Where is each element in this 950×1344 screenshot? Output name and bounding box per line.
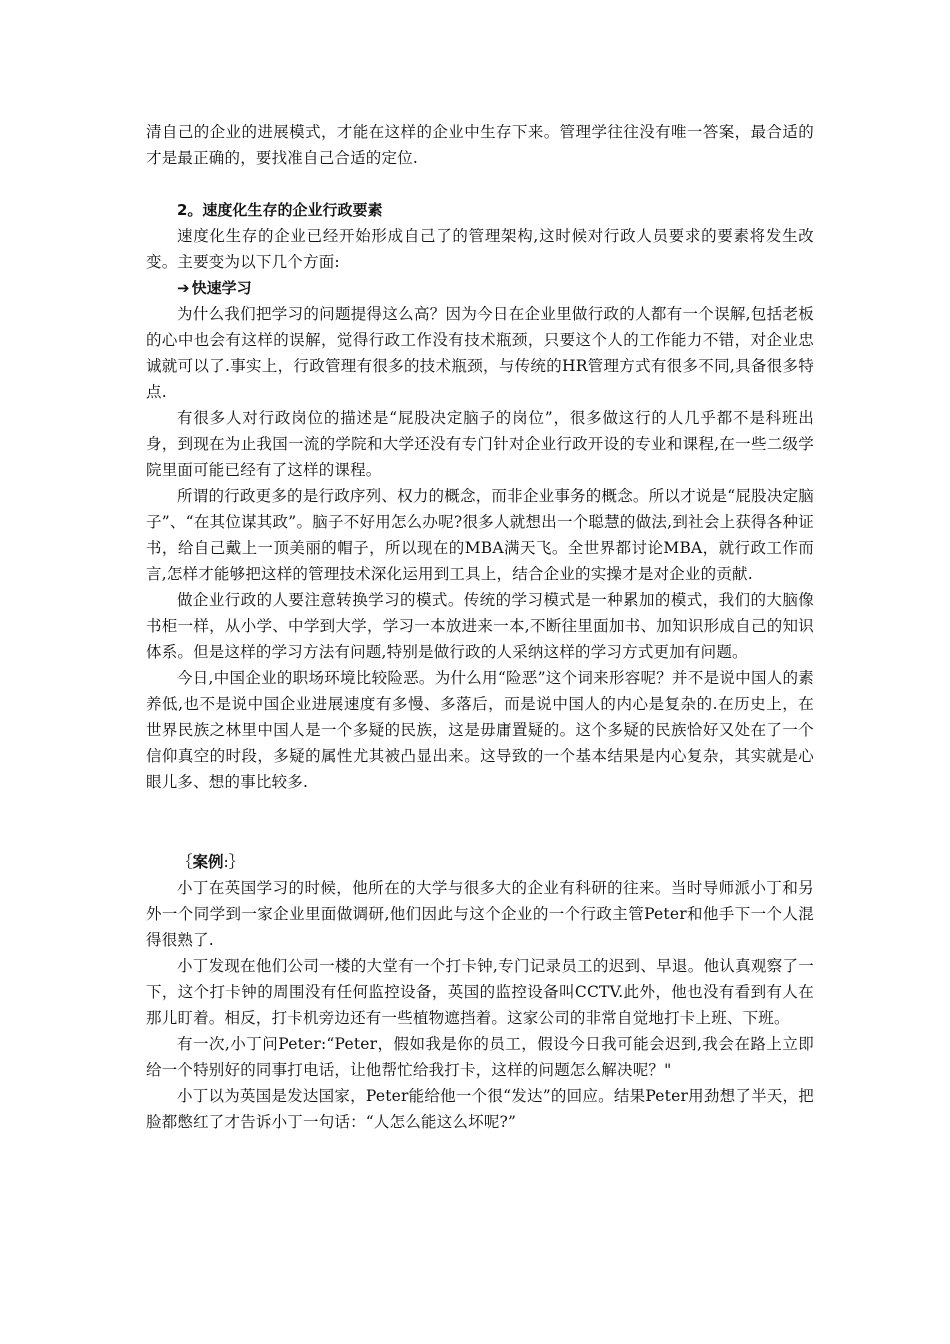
case-label-open: ｛ [177, 853, 193, 871]
body-paragraph: 有很多人对行政岗位的描述是“屁股决定脑子的岗位”，很多做这行的人几乎都不是科班出身，到现在为止我国一流的学院和大学还没有专门针对企业行政开设的专业和课程,在一些二级学院里面可能已经有了这样的课程。 [146, 409, 814, 479]
case-paragraph: 小丁以为英国是发达国家，Peter能给他一个很“发达”的回应。结果Peter用劲想了半天，把脸都憋红了才告诉小丁一句话：“人怎么能这么坏呢?” [146, 1087, 814, 1131]
case-label-text: 案例 [192, 853, 224, 871]
case-paragraph: 有一次,小丁问Peter:“Peter，假如我是你的员工，假设今日我可能会迟到,我会在路上立即给一个特别好的同事打电话，让他帮忙给我打卡，这样的问题怎么解决呢？" [146, 1035, 814, 1079]
intro-block [146, 119, 814, 171]
case-label-close: :｝ [223, 853, 245, 871]
arrow-right-icon: ➔ [177, 279, 190, 297]
case-block [146, 849, 814, 1135]
section-block [146, 197, 814, 795]
subheading [146, 275, 814, 301]
body-paragraph: 今日,中国企业的职场环境比较险恶。为什么用“险恶”这个词来形容呢？并不是说中国人的素养低,也不是说中国企业进展速度有多慢、多落后，而是说中国人的内心是复杂的.在历史上，在世界民族之林里中国人是一个多疑的民族，这是毋庸置疑的。这个多疑的民族恰好又处在了一个信仰真空的时段，多疑的属性尤其被凸显出来。这导致的一个基本结果是内心复杂，其实就是心眼儿多、想的事比较多. [146, 669, 814, 791]
case-label [146, 849, 814, 875]
body-paragraph: 做企业行政的人要注意转换学习的模式。传统的学习模式是一种累加的模式，我们的大脑像书柜一样，从小学、中学到大学，学习一本放进来一本,不断往里面加书、加知识形成自己的知识体系。但是这样的学习方法有问题,特别是做行政的人采纳这样的学习方式更加有问题。 [146, 591, 814, 661]
body-paragraph: 为什么我们把学习的问题提得这么高？因为今日在企业里做行政的人都有一个误解,包括老板的心中也会有这样的误解，觉得行政工作没有技术瓶颈，只要这个人的工作能力不错，对企业忠诚就可以了.事实上，行政管理有很多的技术瓶颈，与传统的HR管理方式有很多不同,具备很多特点. [146, 305, 814, 401]
case-paragraph: 小丁发现在他们公司一楼的大堂有一个打卡钟,专门记录员工的迟到、早退。他认真观察了一下，这个打卡钟的周围没有任何监控设备，英国的监控设备叫CCTV.此外，他也没有看到有人在那儿盯着。相反，打卡机旁边还有一些植物遮挡着。这家公司的非常自觉地打卡上班、下班。 [146, 957, 814, 1027]
intro-paragraph: 清自己的企业的进展模式，才能在这样的企业中生存下来。管理学往往没有唯一答案，最合适的才是最正确的，要找准自己合适的定位. [146, 123, 814, 167]
section-heading: 2。速度化生存的企业行政要素 [177, 201, 383, 219]
case-paragraph: 小丁在英国学习的时候，他所在的大学与很多大的企业有科研的往来。当时导师派小丁和另外一个同学到一家企业里面做调研,他们因此与这个企业的一个行政主管Peter和他手下一个人混得很熟了. [146, 879, 814, 949]
section-intro: 速度化生存的企业已经开始形成自己了的管理架构,这时候对行政人员要求的要素将发生改变。主要变为以下几个方面: [146, 227, 814, 271]
body-paragraph: 所谓的行政更多的是行政序列、权力的概念，而非企业事务的概念。所以才说是“屁股决定脑子”、“在其位谋其政”。脑子不好用怎么办呢?很多人就想出一个聪慧的做法,到社会上获得各种证书，给自己戴上一顶美丽的帽子，所以现在的MBA满天飞。全世界都讨论MBA，就行政工作而言,怎样才能够把这样的管理技术深化运用到工具上，结合企业的实操才是对企业的贡献. [146, 487, 814, 583]
subheading-label: 快速学习 [191, 279, 252, 297]
